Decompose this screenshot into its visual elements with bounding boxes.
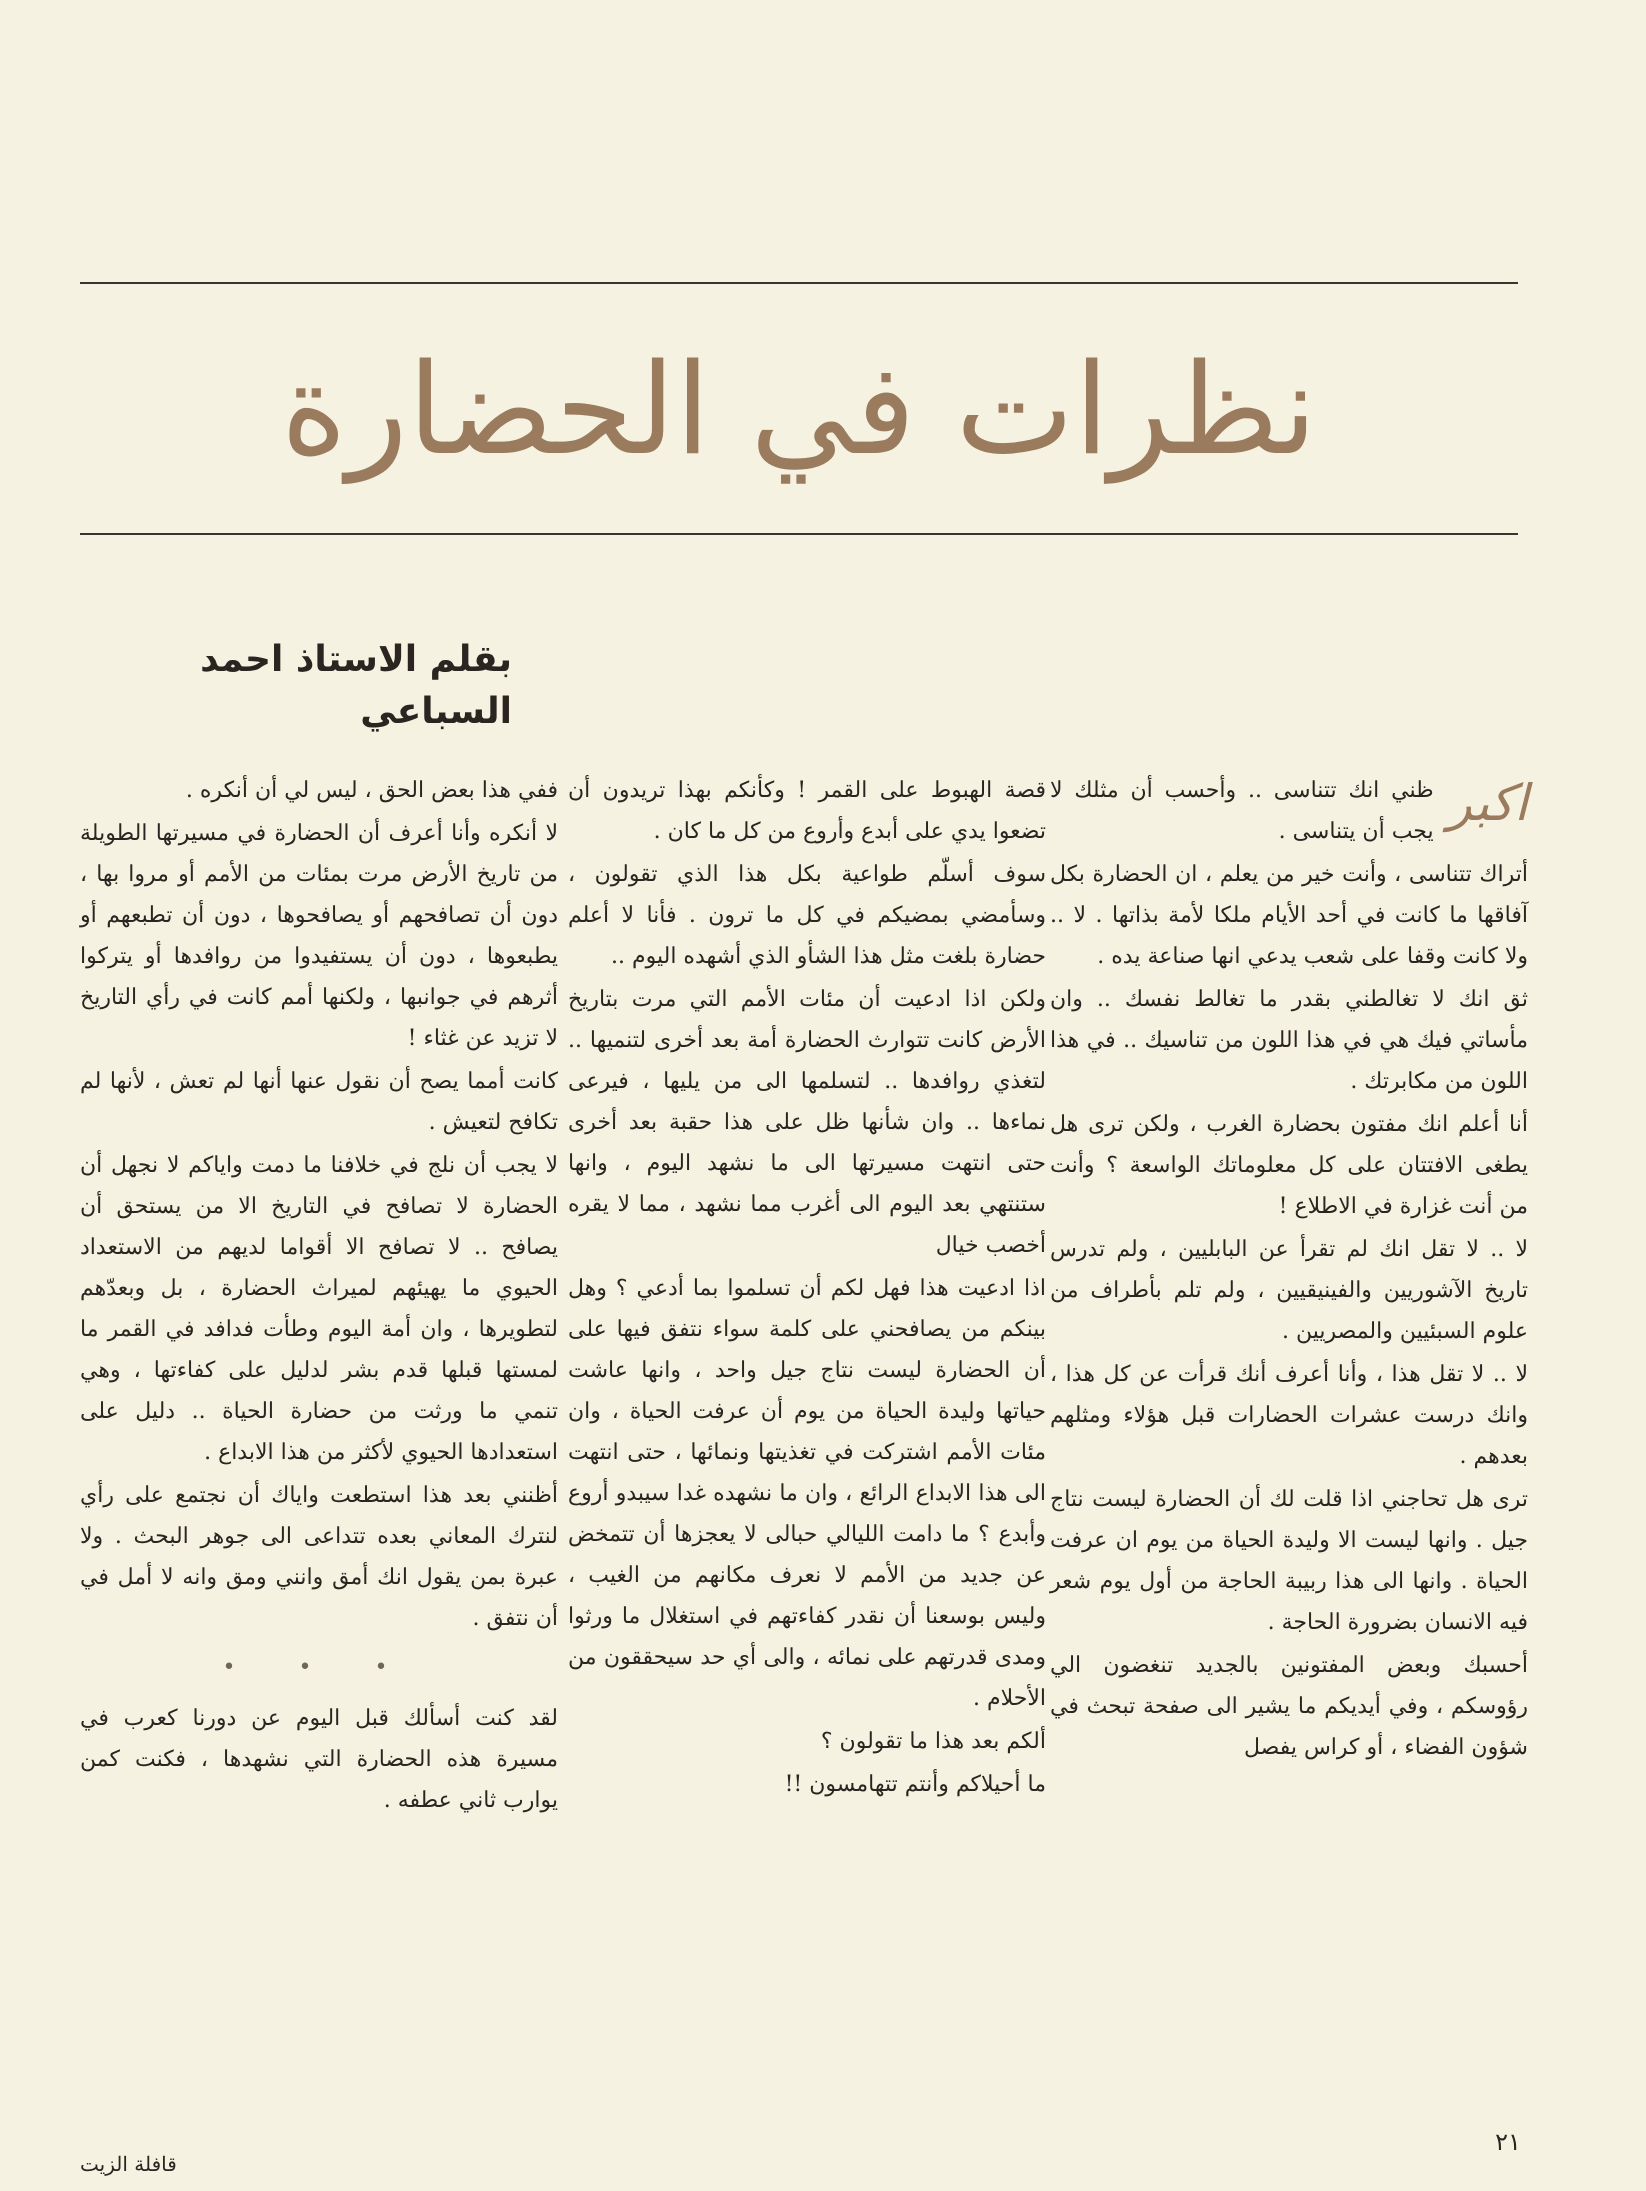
page-number: ٢١: [1495, 2128, 1521, 2156]
paragraph: ولكن اذا ادعيت أن مئات الأمم التي مرت بتاريخ الأرض كانت تتوارث الحضارة أمة بعد أخرى لتنميها .. لتغذي روافدها .. لتسلمها الى من يليها ، فيرعى نماءها .. وان شأنها ظل على هذا حقبة بعد أخرى حتى انتهت مسيرتها الى ما نشهد اليوم ، وانها ستنتهي بعد اليوم الى أغرب مما نشهد ، مما لا يقره أخصب خيال: [568, 987, 1046, 1258]
paragraph: ما أحيلاكم وأنتم تتهامسون !!: [784, 1772, 1046, 1797]
paragraph: أظنني بعد هذا استطعت واياك أن نجتمع على رأي لنترك المعاني بعده تتداعى الى جوهر البحث . ولا عبرة بمن يقول انك أمق وانني ومق وانه لا أمل في أن نتفق .: [80, 1483, 558, 1631]
text-column-left: [80, 770, 558, 1823]
paragraph: ترى هل تحاجني اذا قلت لك أن الحضارة ليست نتاج جيل . وانها ليست الا وليدة الحياة من يوم ان عرفت الحياة . وانها الى هذا ربيبة الحاجة من أول يوم شعر فيه الانسان بضرورة الحاجة .: [1050, 1487, 1528, 1635]
paragraph: لا .. لا تقل هذا ، وأنا أعرف أنك قرأت عن كل هذا ، وانك درست عشرات الحضارات قبل هؤلاء ومثلهم بعدهم .: [1050, 1362, 1528, 1469]
section-separator: • • •: [222, 1655, 416, 1680]
paragraph: كانت أمما يصح أن نقول عنها أنها لم تعش ، لأنها لم تكافح لتعيش .: [80, 1069, 558, 1135]
paragraph: لقد كنت أسألك قبل اليوم عن دورنا كعرب في مسيرة هذه الحضارة التي نشهدها ، فكنت كمن يوارب ثاني عطفه .: [80, 1706, 558, 1813]
paragraph: ففي هذا بعض الحق ، ليس لي أن أنكره .: [185, 778, 558, 803]
paragraph: سوف أسلّم طواعية بكل هذا الذي تقولون ، وسأمضي بمضيكم في كل ما ترون . فأنا لا أعلم حضارة بلغت مثل هذا الشأو الذي أشهده اليوم ..: [568, 862, 1046, 969]
paragraph: أتراك تتناسى ، وأنت خير من يعلم ، ان الحضارة بكل آفاقها ما كانت في أحد الأيام ملكا لأمة بذاتها . لا .. ولا كانت وقفا على شعب يدعي انها صناعة يده .: [1050, 862, 1528, 969]
drop-cap: اكبر: [1447, 774, 1528, 832]
paragraph: أنا أعلم انك مفتون بحضارة الغرب ، ولكن ترى هل يطغى الافتتان على كل معلوماتك الواسعة ؟ وأنت من أنت غزارة في الاطلاع !: [1050, 1112, 1528, 1219]
paragraph: ألكم بعد هذا ما تقولون ؟: [820, 1729, 1046, 1754]
text-column-middle: [568, 770, 1046, 1807]
text-column-right: [1050, 770, 1528, 1770]
footer-publication-name: قافلة الزيت: [80, 2152, 177, 2176]
paragraph: قصة الهبوط على القمر ! وكأنكم بهذا تريدون أن تضعوا يدي على أبدع وأروع من كل ما كان .: [568, 778, 1046, 844]
paragraph: اذا ادعيت هذا فهل لكم أن تسلموا بما أدعي ؟ وهل بينكم من يصافحني على كلمة سواء نتفق فيها على أن الحضارة ليست نتاج جيل واحد ، وانها عاشت حياتها وليدة الحياة من يوم أن عرفت الحياة ، وان مئات الأمم اشتركت في تغذيتها ونمائها ، حتى انتهت الى هذا الابداع الرائع ، وان ما نشهده غدا سيبدو أروع وأبدع ؟ ما دامت الليالي حبالى لا يعجزها أن تتمخض عن جديد من الأمم لا نعرف مكانهم من الغيب ، وليس بوسعنا أن نقدر كفاءتهم في استغلال ما ورثوا ومدى قدرتهم على نمائه ، والى أي حد سيحققون من الأحلام .: [568, 1276, 1046, 1711]
paragraph: أحسبك وبعض المفتونين بالجديد تنغضون الي رؤوسكم ، وفي أيديكم ما يشير الى صفحة تبحث في شؤون الفضاء ، أو كراس يفصل: [1050, 1653, 1528, 1760]
paragraph: لا يجب أن نلج في خلافنا ما دمت واياكم لا نجهل أن الحضارة لا تصافح في التاريخ الا من يستحق أن يصافح .. لا تصافح الا أقواما لديهم من الاستعداد الحيوي ما يهيئهم لميراث الحضارة ، بل وبعدّهم لتطويرها ، وان أمة اليوم وطأت فدافد في القمر ما لمستها قبلها قدم بشر لدليل على كفاءتها ، وهي تنمي ما ورثت من حضارة الحياة .. دليل على استعدادها الحيوي لأكثر من هذا الابداع .: [80, 1153, 558, 1465]
top-rule: [80, 282, 1518, 284]
paragraph: ظني انك تتناسى .. وأحسب أن مثلك لا يجب أن يتناسى .: [1050, 778, 1434, 844]
bottom-rule: [80, 533, 1518, 535]
article-title: نظرات في الحضارة: [280, 336, 1318, 483]
paragraph: ثق انك لا تغالطني بقدر ما تغالط نفسك .. وان مأساتي فيك هي في هذا اللون من تناسيك .. في هذا اللون من مكابرتك .: [1050, 987, 1528, 1094]
paragraph: لا .. لا تقل انك لم تقرأ عن البابليين ، ولم تدرس تاريخ الآشوريين والفينيقيين ، ولم تلم بأطراف من علوم السبئيين والمصريين .: [1050, 1237, 1528, 1344]
author-byline: بقلم الاستاذ احمد السباعي: [200, 639, 512, 732]
paragraph: لا أنكره وأنا أعرف أن الحضارة في مسيرتها الطويلة من تاريخ الأرض مرت بمئات من الأمم أو مروا بها ، دون أن تصافحهم أو يصافحوها ، دون أن تطبعهم أو يطبعوها ، دون أن يستفيدوا من روافدها أو يتركوا أثرهم في جوانبها ، ولكنها أمم كانت في رأي التاريخ لا تزيد عن غثاء !: [80, 821, 558, 1051]
